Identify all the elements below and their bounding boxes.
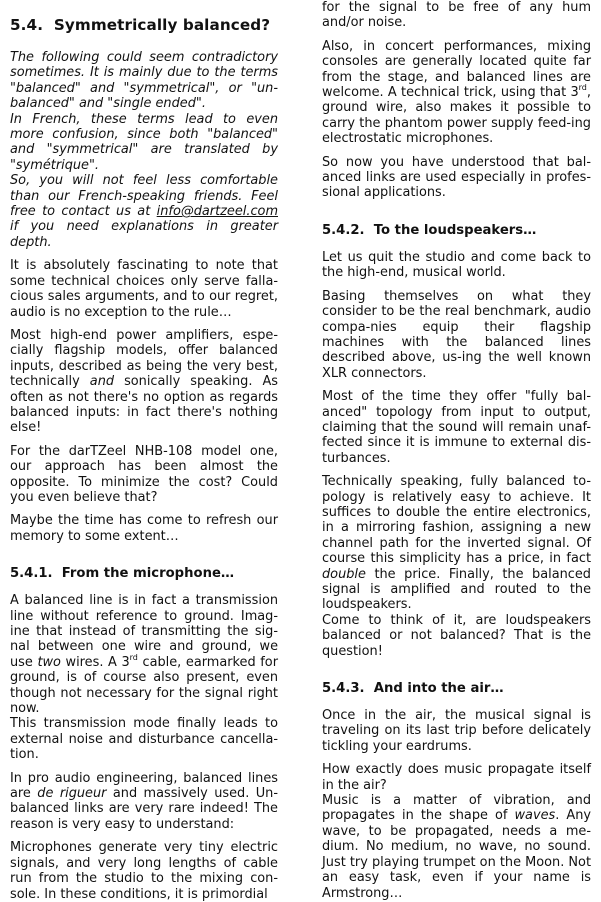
speaker-paragraph-1: Let us quit the studio and come back to the high-end, musical world. xyxy=(322,249,591,281)
subsection-number: 5.4.1. xyxy=(10,566,53,582)
speaker-paragraph-5: Come to think of it, are loudspeakers balanced or not balanced? That is the question! xyxy=(322,612,591,659)
intro-text: So, you will not feel less comfortable than our French-speaking friends. Feel free to contact us at xyxy=(10,173,278,220)
body-text: Also, in concert performances, mixing consoles are generally located quite far from the stage, and balanced lines are welcome. A technical trick, using that 3 xyxy=(322,38,591,101)
body-text: Music is a matter of vibration, and propagates in the shape of xyxy=(322,793,591,824)
subsection-title: From the microphone… xyxy=(61,566,235,582)
emphasis-text: two xyxy=(37,654,61,670)
mic-paragraph-4: Microphones generate very tiny electric signals, and very long lengths of cable run from the studio to the mixing con-sole. In these conditions, it is primordial xyxy=(10,840,278,902)
mic-paragraph-3 xyxy=(10,771,278,833)
mic-paragraph-2: This transmission mode finally leads to external noise and disturbance cancella-tion. xyxy=(10,716,278,763)
mic-paragraph-6: So now you have understood that bal-anced links are used especially in profes-sional applications. xyxy=(322,154,591,201)
body-text: Technically speaking, fully balanced to-pology is relatively easy to achieve. It suffices to double the entire electronics, in a mirroring fashion, assigning a new channel path for the inverted signal. Of course this simplicity has a price, in fact xyxy=(322,474,591,567)
body-paragraph-3: For the darTZeel NHB-108 model one, our approach has been almost the opposite. To minimize the cost? Could you even believe that? xyxy=(10,443,278,505)
body-paragraph-4: Maybe the time has come to refresh our memory to some extent… xyxy=(10,513,278,544)
body-text: , ground wire, also makes it possible to carry the phantom power supply feed-ing electrostatic microphones. xyxy=(322,85,591,147)
left-column xyxy=(10,0,278,902)
mic-paragraph-1 xyxy=(10,593,278,716)
subsection-title: And into the air… xyxy=(373,681,504,697)
body-text: cable, earmarked for ground, is of course also present, even though not necessary for the signal right now. xyxy=(10,654,278,717)
section-number: 5.4. xyxy=(10,16,44,34)
subsection-heading-2 xyxy=(322,223,591,238)
superscript: rd xyxy=(578,82,587,92)
intro-paragraph-2: In French, these terms lead to even more confusion, since both "balanced" and "symmetrical" are translated by "symétrique". xyxy=(10,111,278,173)
air-paragraph-1: Once in the air, the musical signal is traveling on its last trip before delicately tickling your eardrums. xyxy=(322,708,591,754)
body-text: sonically speaking. As often as not there's no option as regards balanced inputs: in fact there's nothing else! xyxy=(10,374,279,436)
body-paragraph-1: It is absolutely fascinating to note that some technical choices only serve falla-cious sales arguments, and to our regret, audio is no exception to the rule… xyxy=(10,258,278,320)
body-text: wires. A 3 xyxy=(60,654,130,670)
intro-text: if you need explanations in greater depth. xyxy=(10,219,278,250)
body-text: A balanced line is in fact a transmission line without reference to ground. Imag-ine that instead of transmitting the sig-nal between one wire and ground, we use xyxy=(10,593,278,670)
intro-paragraph-3 xyxy=(10,173,278,250)
emphasis-text: waves xyxy=(514,808,556,824)
emphasis-text: de rigueur xyxy=(37,786,107,802)
air-paragraph-3 xyxy=(322,793,591,901)
right-column xyxy=(322,0,591,901)
speaker-paragraph-2: Basing themselves on what they consider to be the real benchmark, audio compa-nies equip their flagship machines with the balanced lines described above, us-ing the well known XLR connectors. xyxy=(322,288,591,381)
subsection-heading-3 xyxy=(322,681,591,696)
body-paragraph-2 xyxy=(10,328,278,436)
intro-paragraph-1: The following could seem contradictory sometimes. It is mainly due to the terms "balanced" and "symmetrical", or "un-balanced" and "single ended". xyxy=(10,50,278,112)
emphasis-text: double xyxy=(322,566,366,582)
subsection-number: 5.4.3. xyxy=(322,681,365,697)
section-title: Symmetrically balanced? xyxy=(53,16,271,34)
section-heading xyxy=(10,16,278,34)
air-paragraph-2: How exactly does music propagate itself in the air? xyxy=(322,762,591,793)
subsection-title: To the loudspeakers… xyxy=(373,222,537,238)
superscript: rd xyxy=(129,652,138,662)
body-text: In pro audio engineering, balanced lines are xyxy=(10,770,278,802)
mic-paragraph-5 xyxy=(322,39,591,147)
email-link[interactable]: info@dartzeel.com xyxy=(156,204,278,220)
subsection-number: 5.4.2. xyxy=(322,222,365,238)
mic-paragraph-4-continued: for the signal to be free of any hum and/or noise. xyxy=(322,0,591,31)
body-text: and massively used. Un-balanced links are very rare indeed! The reason is very easy to understand: xyxy=(10,786,278,832)
speaker-paragraph-4 xyxy=(322,474,591,613)
emphasis-text: and xyxy=(89,374,115,390)
body-text: Most high-end power amplifiers, espe-cially flagship models, offer balanced inputs, described as being the very best, technically xyxy=(10,327,278,390)
body-text: . Any wave, to be propagated, needs a me-dium. No medium, no wave, no sound. Just try playing trumpet on the Moon. Not an easy task, even if your name is Armstrong… xyxy=(322,808,591,901)
speaker-paragraph-3: Most of the time they offer "fully bal-anced" topology from input to output, claiming that the sound will remain unaf-fected since it is immune to external dis-turbances. xyxy=(322,389,591,466)
subsection-heading-1 xyxy=(10,566,278,581)
body-text: the price. Finally, the balanced signal is amplified and routed to the loudspeakers. xyxy=(322,566,591,613)
